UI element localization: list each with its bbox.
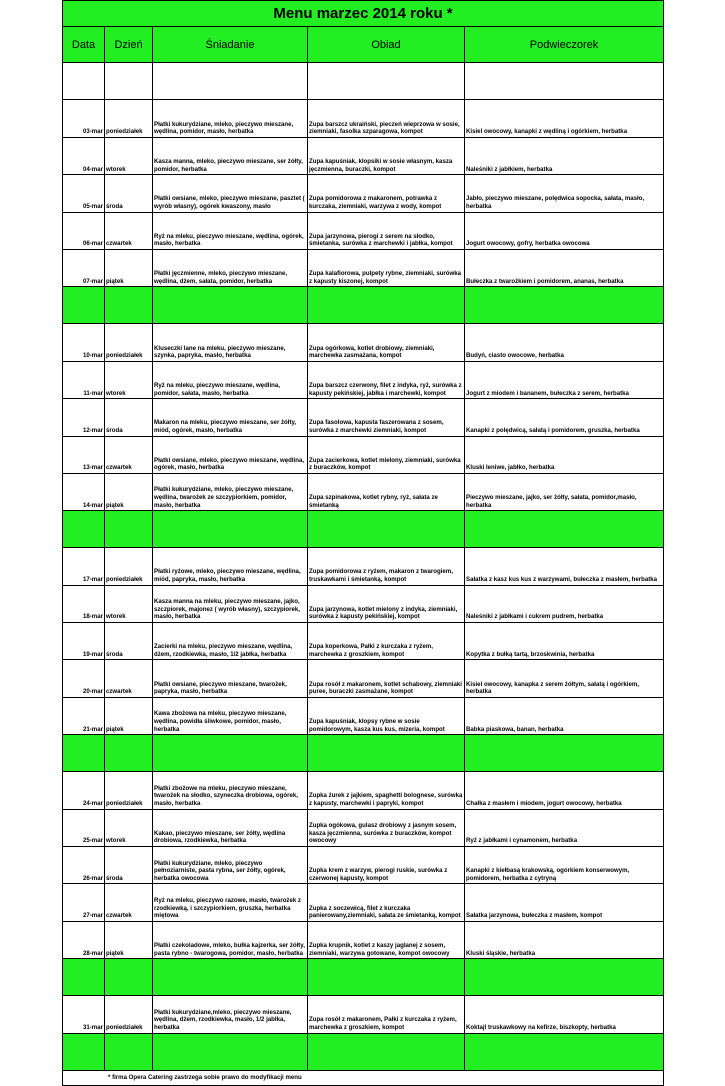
- snack-cell: Sałatka z kasz kus kus z warzywami, bułeczka z masłem, herbatka: [465, 548, 664, 585]
- week-separator-row-cell: [153, 735, 308, 772]
- breakfast-cell: Kasza manna, mleko, pieczywo mieszane, ser żółty, pomidor, herbatka: [153, 137, 308, 174]
- week-separator-row-cell: [105, 287, 153, 324]
- date-cell: 31-mar: [63, 996, 105, 1033]
- lunch-cell: Zupa rosół z makaronem, Pałki z kurczaka z ryżem, marchewka z groszkiem, kompot: [308, 996, 465, 1033]
- menu-day-row: [63, 772, 664, 809]
- lunch-cell: Zupa koperkowa, Pałki z kurczaka z ryżem, marchewka z groszkiem, kompot: [308, 623, 465, 660]
- snack-cell: Sałatka jarzynowa, bułeczka z masłem, kompot: [465, 884, 664, 921]
- menu-day-row: [63, 361, 664, 398]
- date-cell: 18-mar: [63, 585, 105, 622]
- breakfast-cell: Płatki zbożowe na mleku, pieczywo mieszane, twarożek na słodko, szyneczka drobiowa, ogórek, masło, herbatka: [153, 772, 308, 809]
- menu-day-row: [63, 137, 664, 174]
- day-name-cell: środa: [105, 175, 153, 212]
- snack-cell: Kisiel owocowy, kanapki z wędliną i ogórkiem, herbatka: [465, 100, 664, 137]
- snack-cell: Jogurt owocowy, gofry, herbatka owocowa: [465, 212, 664, 249]
- breakfast-cell: Kasza manna na mleku, pieczywo mieszane, jajko, szczpiorek, majonez ( wyrób własny), szczypiorek, masło, herbatka: [153, 585, 308, 622]
- snack-cell: Chałka z masłem i miodem, jogurt owocowy, herbatka: [465, 772, 664, 809]
- snack-cell: Budyń, ciasto owocowe, herbatka: [465, 324, 664, 361]
- spacer-row-cell: [105, 63, 153, 100]
- date-cell: 05-mar: [63, 175, 105, 212]
- spacer-row: [63, 63, 664, 100]
- lunch-cell: Zupa kapuśniak, klopsy rybne w sosie pomidorowym, kasza kus kus, mizeria, kompot: [308, 697, 465, 734]
- snack-cell: Kanapki z kiełbasą krakowską, ogórkiem konserwowym, pomidorem, herbatka z cytryną: [465, 847, 664, 884]
- week-separator-row-cell: [153, 511, 308, 548]
- breakfast-cell: Kawa zbożowa na mleku, pieczywo mieszane, wędlina, powidła śliwkowe, pomidor, masło, herbatka: [153, 697, 308, 734]
- breakfast-cell: Kluseczki lane na mleku, pieczywo mieszane, szynka, papryka, masło, herbatka: [153, 324, 308, 361]
- menu-day-row: [63, 548, 664, 585]
- menu-day-row: [63, 921, 664, 958]
- day-name-cell: piątek: [105, 697, 153, 734]
- header-row: [63, 27, 664, 63]
- menu-day-row: [63, 623, 664, 660]
- week-separator-row: [63, 511, 664, 548]
- lunch-cell: Zupa pomidorowa z makaronem, potrawka z kurczaka, ziemniaki, warzywa z wody, kompot: [308, 175, 465, 212]
- date-cell: 13-mar: [63, 436, 105, 473]
- breakfast-cell: Płatki owsiane, mleko, pieczywo mieszane, wędlina, ogórek, masło, herbatka: [153, 436, 308, 473]
- snack-cell: Kopytka z bułką tartą, brzoskwinia, herbatka: [465, 623, 664, 660]
- menu-day-row: [63, 847, 664, 884]
- week-separator-row-cell: [465, 1033, 664, 1070]
- breakfast-cell: Ryż na mleku, pieczywo mieszane, wędlina, ogórek, masło, herbatka: [153, 212, 308, 249]
- day-name-cell: piątek: [105, 473, 153, 510]
- header-breakfast: Śniadanie: [153, 27, 308, 63]
- snack-cell: Kanapki z polędwicą, sałatą i pomidorem, gruszka, herbatka: [465, 399, 664, 436]
- snack-cell: Jabło, pieczywo mieszane, polędwica sopocka, sałata, masło, herbatka: [465, 175, 664, 212]
- breakfast-cell: Płatki czekoladowe, mleko, bułka kajzerka, ser żółty, pasta rybno - twarogowa, pomidor, masło, herbatka: [153, 921, 308, 958]
- week-separator-row: [63, 735, 664, 772]
- day-name-cell: wtorek: [105, 585, 153, 622]
- title-row: [63, 1, 664, 27]
- date-cell: 10-mar: [63, 324, 105, 361]
- date-cell: 24-mar: [63, 772, 105, 809]
- footnote-row: [63, 1070, 664, 1085]
- lunch-cell: Zupa barszcz ukraiński, pieczeń wieprzowa w sosie, ziemniaki, fasolka szparagowa, kompot: [308, 100, 465, 137]
- snack-cell: Babka piaskowa, banan, herbatka: [465, 697, 664, 734]
- date-cell: 04-mar: [63, 137, 105, 174]
- day-name-cell: czwartek: [105, 212, 153, 249]
- week-separator-row-cell: [465, 287, 664, 324]
- week-separator-row-cell: [465, 959, 664, 996]
- menu-day-row: [63, 660, 664, 697]
- week-separator-row-cell: [308, 959, 465, 996]
- day-name-cell: wtorek: [105, 137, 153, 174]
- lunch-cell: Zupka z soczewicą, filet z kurczaka panierowany,ziemniaki, sałata ze śmietanką, kompot: [308, 884, 465, 921]
- day-name-cell: wtorek: [105, 361, 153, 398]
- date-cell: 26-mar: [63, 847, 105, 884]
- week-separator-row-cell: [153, 959, 308, 996]
- menu-day-row: [63, 697, 664, 734]
- snack-cell: Naleśniki z jabłkami i cukrem pudrem, herbatka: [465, 585, 664, 622]
- breakfast-cell: Płatki jęczmienne, mleko, pieczywo mieszane, wędlina, dżem, sałata, pomidor, herbatka: [153, 249, 308, 286]
- day-name-cell: poniedziałek: [105, 996, 153, 1033]
- date-cell: 28-mar: [63, 921, 105, 958]
- breakfast-cell: Płatki ryżowe, mleko, pieczywo mieszane, wędlina, miód, papryka, masło, herbatka: [153, 548, 308, 585]
- date-cell: 11-mar: [63, 361, 105, 398]
- menu-day-row: [63, 809, 664, 846]
- breakfast-cell: Zacierki na mleku, pieczywo mieszane, wędlina, dżem, rzodkiewka, masło, 1/2 jabłka, herbatka: [153, 623, 308, 660]
- lunch-cell: Zupa jarzynowa, pierogi z serem na słodko, śmietanka, surówka z marchewki i jabłka, kompot: [308, 212, 465, 249]
- lunch-cell: Zupa rosół z makaronem, kotlet schabowy, ziemniaki puree, buraczki zasmażane, kompot: [308, 660, 465, 697]
- footnote: * firma Opera Catering zastrzega sobie prawo do modyfikacji menu: [63, 1070, 664, 1085]
- breakfast-cell: Ryż na mleku, pieczywo mieszane, wędlina, pomidor, sałata, masło, herbatka: [153, 361, 308, 398]
- week-separator-row-cell: [308, 511, 465, 548]
- menu-table: [62, 0, 664, 1086]
- breakfast-cell: Płatki owsiane, pieczywo mieszane, twarożek, papryka, masło, herbatka: [153, 660, 308, 697]
- menu-day-row: [63, 473, 664, 510]
- lunch-cell: Zupa barszcz czerwony, filet z indyka, ryż, surówka z kapusty pekińskiej, jabłka i marchewki, kompot: [308, 361, 465, 398]
- header-date: Data: [63, 27, 105, 63]
- lunch-cell: Zupa zacierkowa, kotlet mielony, ziemniaki, surówka z buraczków, kompot: [308, 436, 465, 473]
- day-name-cell: poniedziałek: [105, 772, 153, 809]
- week-separator-row-cell: [465, 735, 664, 772]
- breakfast-cell: Ryż na mleku, pieczywo razowe, masło, twarożek z rzodkiewką, i szczypiorkiem, gruszka, herbatka miętowa: [153, 884, 308, 921]
- week-separator-row-cell: [465, 511, 664, 548]
- day-name-cell: wtorek: [105, 809, 153, 846]
- lunch-cell: Zupa jarzynowa, kotlet mielony z indyka, ziemniaki, surówka z kapusty pekińskiej, kompot: [308, 585, 465, 622]
- day-name-cell: środa: [105, 399, 153, 436]
- breakfast-cell: Płatki kukurydziane, mleko, pieczywo pełnoziarniste, pasta rybna, ser żółty, ogórek, herbatka owocowa: [153, 847, 308, 884]
- spacer-row-cell: [153, 63, 308, 100]
- day-name-cell: środa: [105, 623, 153, 660]
- lunch-cell: Zupa ogórkowa, kotlet drobiowy, ziemniaki, marchewka zasmażana, kompot: [308, 324, 465, 361]
- breakfast-cell: Płatki kukurydziane,mleko, pieczywo mieszane, wędlina, dżem, rzodkiewka, masło, 1/2 jabłka, herbatka: [153, 996, 308, 1033]
- snack-cell: Kisiel owocowy, kanapka z serem żółtym, sałatą i ogórkiem, herbatka: [465, 660, 664, 697]
- day-name-cell: poniedziałek: [105, 548, 153, 585]
- week-separator-row-cell: [308, 287, 465, 324]
- week-separator-row-cell: [105, 735, 153, 772]
- page-title: Menu marzec 2014 roku *: [63, 1, 664, 27]
- date-cell: 14-mar: [63, 473, 105, 510]
- menu-day-row: [63, 100, 664, 137]
- day-name-cell: czwartek: [105, 660, 153, 697]
- menu-day-row: [63, 249, 664, 286]
- day-name-cell: poniedziałek: [105, 100, 153, 137]
- snack-cell: Naleśniki z jabłkiem, herbatka: [465, 137, 664, 174]
- date-cell: 19-mar: [63, 623, 105, 660]
- date-cell: 20-mar: [63, 660, 105, 697]
- menu-day-row: [63, 399, 664, 436]
- week-separator-row: [63, 1033, 664, 1070]
- lunch-cell: Zupka krupnik, kotlet z kaszy jaglanej z sosem, ziemniaki, warzywa gotowane, kompot owocowy: [308, 921, 465, 958]
- date-cell: 25-mar: [63, 809, 105, 846]
- spacer-row-cell: [465, 63, 664, 100]
- menu-day-row: [63, 996, 664, 1033]
- week-separator-row-cell: [308, 1033, 465, 1070]
- snack-cell: Bułeczka z twarożkiem i pomidorem, ananas, herbatka: [465, 249, 664, 286]
- menu-day-row: [63, 175, 664, 212]
- header-snack: Podwieczorek: [465, 27, 664, 63]
- week-separator-row-cell: [63, 1033, 105, 1070]
- week-separator-row-cell: [105, 511, 153, 548]
- week-separator-row-cell: [308, 735, 465, 772]
- week-separator-row-cell: [105, 1033, 153, 1070]
- lunch-cell: Zupka krem z warzyw, pierogi ruskie, surówka z czerwonej kapusty, kompot: [308, 847, 465, 884]
- lunch-cell: Zupa fasolowa, kapusta faszerowana z sosem, surówka z marchewki ziemniaki, kompot: [308, 399, 465, 436]
- day-name-cell: piątek: [105, 921, 153, 958]
- lunch-cell: Zupa pomidorowa z ryżem, makaron z twarogiem, truskawkami i śmietanką, kompot: [308, 548, 465, 585]
- snack-cell: Pieczywo mieszane, jajko, ser żółty, sałata, pomidor,masło, herbatka: [465, 473, 664, 510]
- snack-cell: Jogurt z miodem i bananem, bułeczka z serem, herbatka: [465, 361, 664, 398]
- snack-cell: Kluski leniwe, jabłko, herbatka: [465, 436, 664, 473]
- week-separator-row-cell: [63, 287, 105, 324]
- date-cell: 27-mar: [63, 884, 105, 921]
- snack-cell: Koktajl truskawkowy na kefirze, biszkopty, herbatka: [465, 996, 664, 1033]
- lunch-cell: Zupka żurek z jajkiem, spaghetti bolognese, surówka z kapusty, marchewki i papryki, kompot: [308, 772, 465, 809]
- week-separator-row: [63, 959, 664, 996]
- week-separator-row-cell: [105, 959, 153, 996]
- menu-day-row: [63, 324, 664, 361]
- menu-day-row: [63, 884, 664, 921]
- breakfast-cell: Kakao, pieczywo mieszane, ser żółty, wędlina drobiowa, rzodkiewka, herbatka: [153, 809, 308, 846]
- menu-day-row: [63, 212, 664, 249]
- week-separator-row: [63, 287, 664, 324]
- spacer-row-cell: [63, 63, 105, 100]
- week-separator-row-cell: [153, 287, 308, 324]
- menu-day-row: [63, 585, 664, 622]
- lunch-cell: Zupa kalafiorowa, pulpety rybne, ziemniaki, surówka z kapusty kiszonej, kompot: [308, 249, 465, 286]
- breakfast-cell: Płatki kukurydziane, mleko, pieczywo mieszane, wędlina, pomidor, masło, herbatka: [153, 100, 308, 137]
- week-separator-row-cell: [153, 1033, 308, 1070]
- date-cell: 06-mar: [63, 212, 105, 249]
- date-cell: 07-mar: [63, 249, 105, 286]
- date-cell: 03-mar: [63, 100, 105, 137]
- lunch-cell: Zupa szpinakowa, kotlet rybny, ryż, sałata ze śmietanką: [308, 473, 465, 510]
- header-lunch: Obiad: [308, 27, 465, 63]
- date-cell: 17-mar: [63, 548, 105, 585]
- spacer-row-cell: [308, 63, 465, 100]
- day-name-cell: poniedziałek: [105, 324, 153, 361]
- breakfast-cell: Makaron na mleku, pieczywo mieszane, ser żółty, miód, ogórek, masło, herbatka: [153, 399, 308, 436]
- breakfast-cell: Płatki kukurydziane, mleko, pieczywo mieszane, wędlina, twarożek ze szczypiorkiem, pomidor, masło, herbatka: [153, 473, 308, 510]
- lunch-cell: Zupka ogókowa, gulasz drobiowy z jasnym sosem, kasza jęczmienna, surówka z buraczków, kompot owocowy: [308, 809, 465, 846]
- day-name-cell: piątek: [105, 249, 153, 286]
- week-separator-row-cell: [63, 959, 105, 996]
- day-name-cell: środa: [105, 847, 153, 884]
- breakfast-cell: Płatki owsiane, mleko, pieczywo mieszane, pasztet ( wyrób własny), ogórek kwaszony, masło: [153, 175, 308, 212]
- menu-sheet: [62, 0, 663, 1086]
- menu-day-row: [63, 436, 664, 473]
- date-cell: 12-mar: [63, 399, 105, 436]
- day-name-cell: czwartek: [105, 436, 153, 473]
- week-separator-row-cell: [63, 735, 105, 772]
- lunch-cell: Zupa kapuśniak, klopsiki w sosie własnym, kasza jęczmienna, buraczki, kompot: [308, 137, 465, 174]
- header-day: Dzień: [105, 27, 153, 63]
- snack-cell: Ryż z jabłkami i cynamonem, herbatka: [465, 809, 664, 846]
- week-separator-row-cell: [63, 511, 105, 548]
- day-name-cell: czwartek: [105, 884, 153, 921]
- snack-cell: Kluski śląskie, herbatka: [465, 921, 664, 958]
- date-cell: 21-mar: [63, 697, 105, 734]
